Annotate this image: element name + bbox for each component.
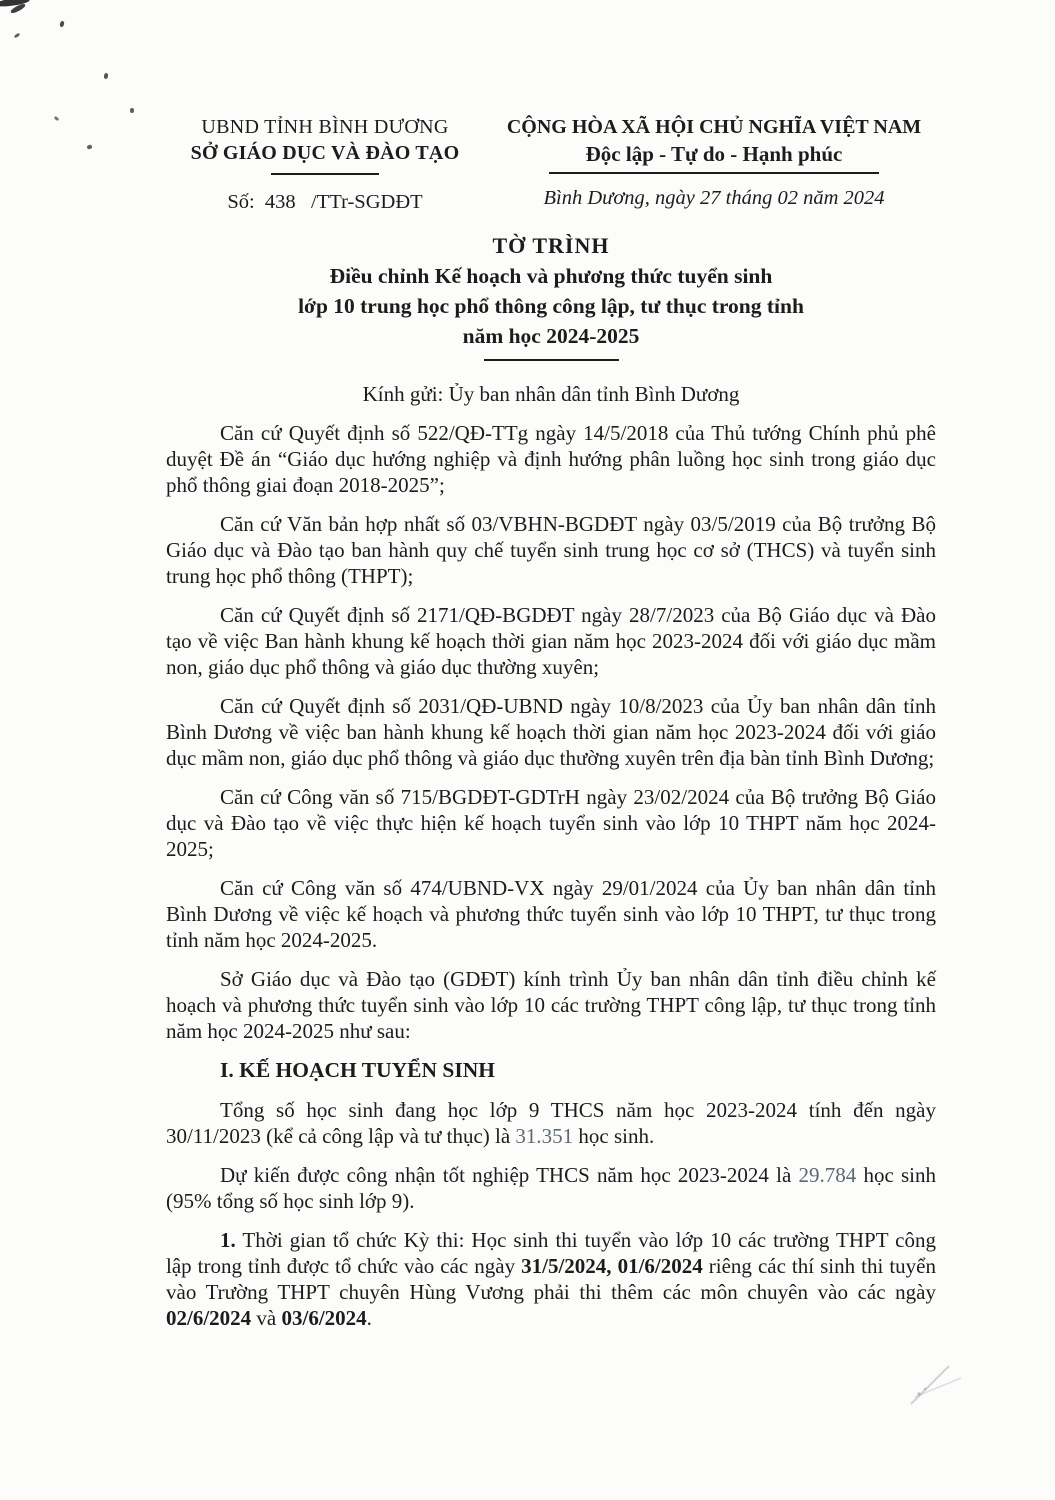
national-title: CỘNG HÒA XÃ HỘI CHỦ NGHĨA VIỆT NAM	[506, 116, 922, 138]
paragraph-proposal-intro: Sở Giáo dục và Đào tạo (GDĐT) kính trình Ủy ban nhân dân tỉnh điều chỉnh kế hoạch và phương thức tuyển sinh vào lớp 10 các trường THPT công lập, tư thục trong tỉnh năm học 2024-2025 như sau:	[166, 967, 936, 1043]
place-date-line: Bình Dương, ngày 27 tháng 02 năm 2024	[543, 187, 885, 209]
pencil-mark	[897, 1342, 977, 1412]
paragraph-legal-basis-1: Căn cứ Quyết định số 522/QĐ-TTg ngày 14/5/2018 của Thủ tướng Chính phủ phê duyệt Đề án “Giáo dục hướng nghiệp và định hướng phân luồng học sinh trong giáo dục phổ thông giai đoạn 2018-2025”;	[166, 421, 936, 497]
exam-schedule-text-1: Thời gian tổ chức Kỳ thi: Học sinh thi tuyển vào lớp 10 các trường THPT công lập trong tỉnh được tổ chức vào các ngày	[166, 1228, 936, 1278]
exam-date-specialized-2: 03/6/2024	[281, 1306, 367, 1330]
student-count-value: 31.351	[515, 1124, 574, 1148]
scan-speckle	[14, 33, 21, 39]
paragraph-legal-basis-5: Căn cứ Công văn số 715/BGDĐT-GDTrH ngày 23/02/2024 của Bộ trưởng Bộ Giáo dục và Đào tạo về việc thực hiện kế hoạch tuyển sinh vào lớp 10 THPT năm học 2024-2025;	[166, 785, 936, 861]
exam-schedule-text-3: và	[251, 1306, 282, 1330]
paragraph-grade9-total	[166, 1097, 936, 1149]
parent-agency-name: UBND TỈNH BÌNH DƯƠNG	[201, 116, 449, 138]
agency-divider	[271, 173, 379, 175]
motto-divider	[549, 172, 879, 174]
paragraph-graduation-estimate	[166, 1162, 936, 1214]
subject-line-2: lớp 10 trung học phổ thông công lập, tư thục trong tỉnh	[298, 294, 804, 318]
item-number: 1.	[220, 1228, 236, 1252]
paragraph-legal-basis-3: Căn cứ Quyết định số 2171/QĐ-BGDĐT ngày 28/7/2023 của Bộ Giáo dục và Đào tạo về việc Ban hành khung kế hoạch thời gian năm học 2023-2024 đối với giáo dục mầm non, giáo dục phổ thông và giáo dục thường xuyên;	[166, 603, 936, 679]
national-header-block	[484, 114, 936, 210]
document-type-title: TỜ TRÌNH	[492, 233, 610, 258]
section-heading-enrollment-plan: I. KẾ HOẠCH TUYỂN SINH	[220, 1058, 495, 1082]
subject-line-3: năm học 2024-2025	[462, 324, 640, 348]
paragraph-legal-basis-4: Căn cứ Quyết định số 2031/QĐ-UBND ngày 10/8/2023 của Ủy ban nhân dân tỉnh Bình Dương về việc ban hành khung kế hoạch thời gian năm học 2023-2024 đối với giáo dục mầm non, giáo dục phổ thông và giáo dục thường xuyên trên địa bàn tỉnh Bình Dương;	[166, 694, 936, 770]
salutation-line: Kính gửi: Ủy ban nhân dân tỉnh Bình Dương	[362, 382, 740, 406]
issuing-agency-block	[166, 114, 484, 214]
paragraph-exam-schedule	[166, 1227, 936, 1331]
exam-schedule-period: .	[366, 1306, 372, 1330]
scan-speckle	[59, 21, 64, 28]
scan-speckle	[86, 144, 92, 149]
title-divider	[484, 359, 619, 361]
exam-schedule-text-2: riêng các thí sinh thi tuyển vào Trường THPT chuyên Hùng Vương phải thi thêm các môn chuyên vào các ngày	[166, 1254, 936, 1304]
exam-date-specialized-1: 02/6/2024	[166, 1306, 252, 1330]
title-block	[166, 231, 936, 361]
graduation-estimate-text: Dự kiến được công nhận tốt nghiệp THCS năm học 2023-2024 là	[220, 1163, 799, 1187]
agency-name: SỞ GIÁO DỤC VÀ ĐÀO TẠO	[190, 142, 460, 164]
paragraph-legal-basis-2: Căn cứ Văn bản hợp nhất số 03/VBHN-BGDĐT ngày 03/5/2019 của Bộ trưởng Bộ Giáo dục và Đào tạo ban hành quy chế tuyển sinh trung học cơ sở (THCS) và tuyển sinh trung học phổ thông (THPT);	[166, 512, 936, 588]
document-number: Số: 438 /TTr-SGDĐT	[227, 191, 423, 213]
document-content	[166, 114, 936, 1331]
subject-line-1: Điều chỉnh Kế hoạch và phương thức tuyển sinh	[329, 264, 773, 288]
grade9-total-tail: học sinh.	[573, 1124, 655, 1148]
scan-speckle	[54, 116, 60, 122]
paragraph-legal-basis-6: Căn cứ Công văn số 474/UBND-VX ngày 29/01/2024 của Ủy ban nhân dân tỉnh Bình Dương về việc kế hoạch và phương thức tuyển sinh vào lớp 10 THPT, tư thục trong tỉnh năm học 2024-2025.	[166, 876, 936, 952]
graduate-count-value: 29.784	[798, 1163, 857, 1187]
document-header	[166, 114, 936, 214]
scan-speckle	[130, 108, 134, 113]
exam-dates-main: 31/5/2024, 01/6/2024	[521, 1254, 703, 1278]
national-motto: Độc lập - Tự do - Hạnh phúc	[585, 142, 843, 166]
grade9-total-text: Tổng số học sinh đang học lớp 9 THCS năm học 2023-2024 tính đến ngày 30/11/2023 (kể cả công lập và tư thục) là	[166, 1098, 936, 1148]
scan-speckle	[104, 73, 109, 80]
graduation-estimate-tail: học sinh (95% tổng số học sinh lớp 9).	[166, 1163, 937, 1213]
